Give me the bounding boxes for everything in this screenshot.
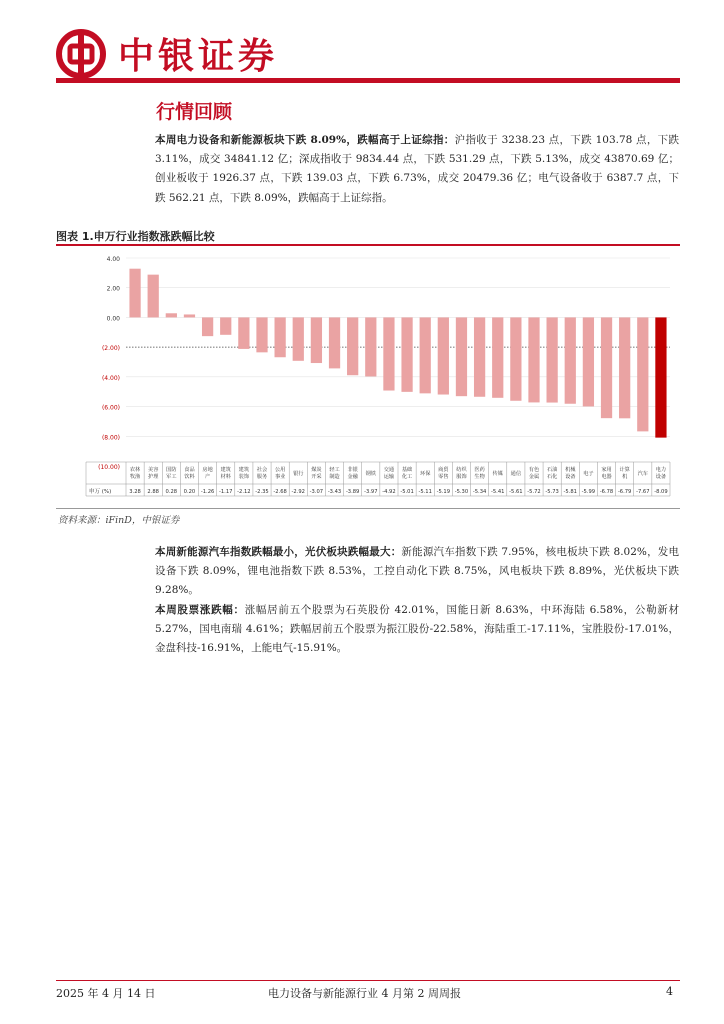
x-tick-label: 社会服务	[256, 467, 268, 480]
bank-of-china-logo-icon	[56, 29, 106, 79]
data-label: -4.92	[382, 489, 396, 495]
paragraph-stock-moves	[155, 601, 679, 659]
paragraph-sector-indices	[155, 543, 679, 601]
bar	[202, 317, 213, 336]
bar	[438, 317, 449, 394]
bar	[510, 317, 521, 400]
y-tick-label: 0.00	[106, 315, 120, 323]
bar	[148, 275, 159, 318]
x-tick-label: 电力设备	[655, 467, 667, 480]
x-tick-label: 石油石化	[546, 467, 558, 480]
y-tick-label: (4.00)	[101, 374, 120, 382]
figure-title: 图表 1.申万行业指数涨跌幅比较	[56, 230, 215, 243]
y-tick-label: 4.00	[106, 256, 120, 263]
industry-change-bar-chart	[56, 248, 680, 502]
x-tick-label: 环保	[420, 471, 431, 477]
bar	[565, 317, 576, 403]
x-tick-label: 机械设备	[565, 467, 576, 480]
x-tick-label: 国防军工	[166, 467, 177, 480]
bar	[655, 317, 666, 437]
page-number: 4	[666, 985, 673, 998]
data-label: -6.79	[617, 489, 632, 495]
x-tick-label: 传媒	[492, 471, 503, 477]
figure-top-rule	[56, 244, 680, 246]
bar	[184, 314, 195, 317]
bar	[401, 317, 412, 391]
x-tick-label: 纺织服饰	[456, 467, 467, 480]
bar	[220, 317, 231, 334]
data-label: -5.30	[454, 489, 469, 495]
section-title: 行情回顾	[156, 101, 233, 123]
bar	[474, 317, 485, 396]
data-label: -2.12	[237, 489, 251, 495]
data-label: -3.89	[345, 489, 360, 495]
bar	[329, 317, 340, 368]
x-tick-label: 计算机	[619, 467, 630, 480]
data-label: -5.41	[491, 489, 505, 495]
paragraph-lead: 本周电力设备和新能源板块下跌 8.09%，跌幅高于上证综指：	[155, 134, 455, 146]
header-rule	[56, 78, 680, 83]
paragraph-lead: 本周新能源汽车指数跌幅最小，光伏板块跌幅最大：	[155, 546, 402, 558]
x-tick-label: 钢铁	[365, 471, 376, 477]
data-label: 3.28	[129, 489, 141, 495]
data-label: -5.11	[418, 489, 432, 495]
data-label: -5.61	[509, 489, 523, 495]
bar	[547, 317, 558, 402]
data-label: -1.26	[200, 489, 215, 495]
bar	[238, 317, 249, 348]
y-tick-label: (6.00)	[101, 404, 120, 412]
series-label: 申万 (%)	[89, 489, 112, 495]
x-tick-label: 美容护理	[148, 467, 159, 480]
x-tick-label: 家用电器	[601, 467, 612, 480]
y-tick-label: (10.00)	[98, 464, 120, 471]
data-label: -2.68	[273, 489, 287, 495]
paragraph-body: 新能源汽车指数下跌 7.95%，核电板块下跌 8.02%，发电设备下跌 8.09%，锂电池指数下跌 8.53%，工控自动化下跌 8.75%，风电板块下跌 8.89%，光伏板块下跌 9.28%。	[155, 546, 680, 597]
data-label: -8.09	[654, 489, 668, 495]
x-tick-label: 银行	[293, 471, 304, 477]
data-label: 0.20	[183, 489, 196, 495]
bar	[492, 317, 503, 397]
data-label: -3.43	[327, 489, 342, 495]
bar	[293, 317, 304, 360]
data-label: -3.07	[309, 489, 324, 495]
bar	[619, 317, 630, 418]
bar	[637, 317, 648, 431]
data-label: -5.34	[472, 489, 487, 495]
data-label: -7.67	[636, 489, 650, 495]
x-tick-label: 医药生物	[474, 467, 485, 480]
paragraph-body: 沪指收于 3238.23 点，下跌 103.78 点，下跌 3.11%，成交 34841.12 亿；深成指收于 9834.44 点，下跌 531.29 点，下跌 5.13%，成交 43870.69 亿；创业板收于 1926.37 点，下跌 139.03 点，下跌 6.73%，成交 20479.36 亿；电气设备收于 6387.7 点，下跌 562.21 点，下跌 8.09%，跌幅高于上证综指。	[155, 134, 679, 204]
x-tick-label: 商贸零售	[438, 467, 449, 480]
bar	[275, 317, 286, 357]
brand-name: 中银证券	[118, 36, 279, 77]
data-label: -2.92	[291, 489, 305, 495]
x-tick-label: 轻工制造	[329, 467, 340, 480]
x-tick-label: 农林牧渔	[129, 467, 141, 480]
x-tick-label: 建筑材料	[220, 467, 231, 480]
figure-source: 资料来源：iFinD，中银证券	[58, 515, 180, 526]
x-tick-label: 房地产	[202, 467, 213, 480]
x-tick-label: 通信	[510, 471, 522, 477]
y-tick-label: 2.00	[106, 285, 120, 293]
figure-bottom-rule	[56, 508, 680, 509]
bar	[256, 317, 267, 352]
x-tick-label: 非银金融	[347, 467, 358, 480]
data-label: -5.72	[527, 489, 541, 495]
paragraph-body: 涨幅居前五个股票为石英股份 42.01%，国能日新 8.63%，中环海陆 6.58%，公勒新材 5.27%，国电南瑞 4.61%；跌幅居前五个股票为振江股份-22.58%，海陆重工-17.11%，宝胜股份-17.01%，金盘科技-16.91%，上能电气-15.91%。	[155, 604, 680, 655]
footer-rule	[56, 980, 680, 981]
bar	[347, 317, 358, 375]
x-tick-label: 交通运输	[383, 467, 395, 480]
bar	[528, 317, 539, 402]
y-tick-label: (8.00)	[101, 434, 120, 442]
bar	[311, 317, 322, 363]
x-tick-label: 电子	[583, 471, 594, 477]
data-label: -5.99	[581, 489, 596, 495]
data-label: -5.73	[545, 489, 559, 495]
bar	[420, 317, 431, 393]
bar	[583, 317, 594, 406]
x-tick-label: 食品饮料	[184, 467, 195, 480]
bar	[601, 317, 612, 418]
paragraph-lead: 本周股票涨跌幅：	[155, 604, 245, 616]
bar	[456, 317, 467, 396]
bar	[365, 317, 376, 376]
data-label: -3.97	[364, 489, 378, 495]
header-logo	[56, 28, 278, 79]
paragraph-market-review	[155, 131, 679, 208]
data-label: -5.81	[563, 489, 577, 495]
bar	[129, 269, 140, 318]
x-tick-label: 煤炭开采	[311, 467, 322, 480]
footer-report-title: 电力设备与新能源行业 4 月第 2 周周报	[268, 987, 461, 1000]
data-label: -6.78	[599, 489, 614, 495]
data-label: -2.35	[255, 489, 269, 495]
x-tick-label: 基础化工	[401, 467, 413, 480]
data-label: -5.19	[436, 489, 451, 495]
bar	[166, 313, 177, 317]
x-tick-label: 汽车	[637, 471, 648, 477]
data-label: 2.88	[147, 489, 159, 495]
footer-date: 2025 年 4 月 14 日	[56, 987, 156, 1000]
bar	[383, 317, 394, 390]
data-label: 0.28	[165, 489, 178, 495]
data-label: -5.01	[400, 489, 414, 495]
y-tick-label: (2.00)	[101, 345, 120, 353]
x-tick-label: 建筑装饰	[238, 467, 250, 480]
x-tick-label: 公用事业	[274, 467, 286, 480]
x-tick-label: 有色金属	[528, 467, 540, 480]
data-label: -1.17	[219, 489, 233, 495]
